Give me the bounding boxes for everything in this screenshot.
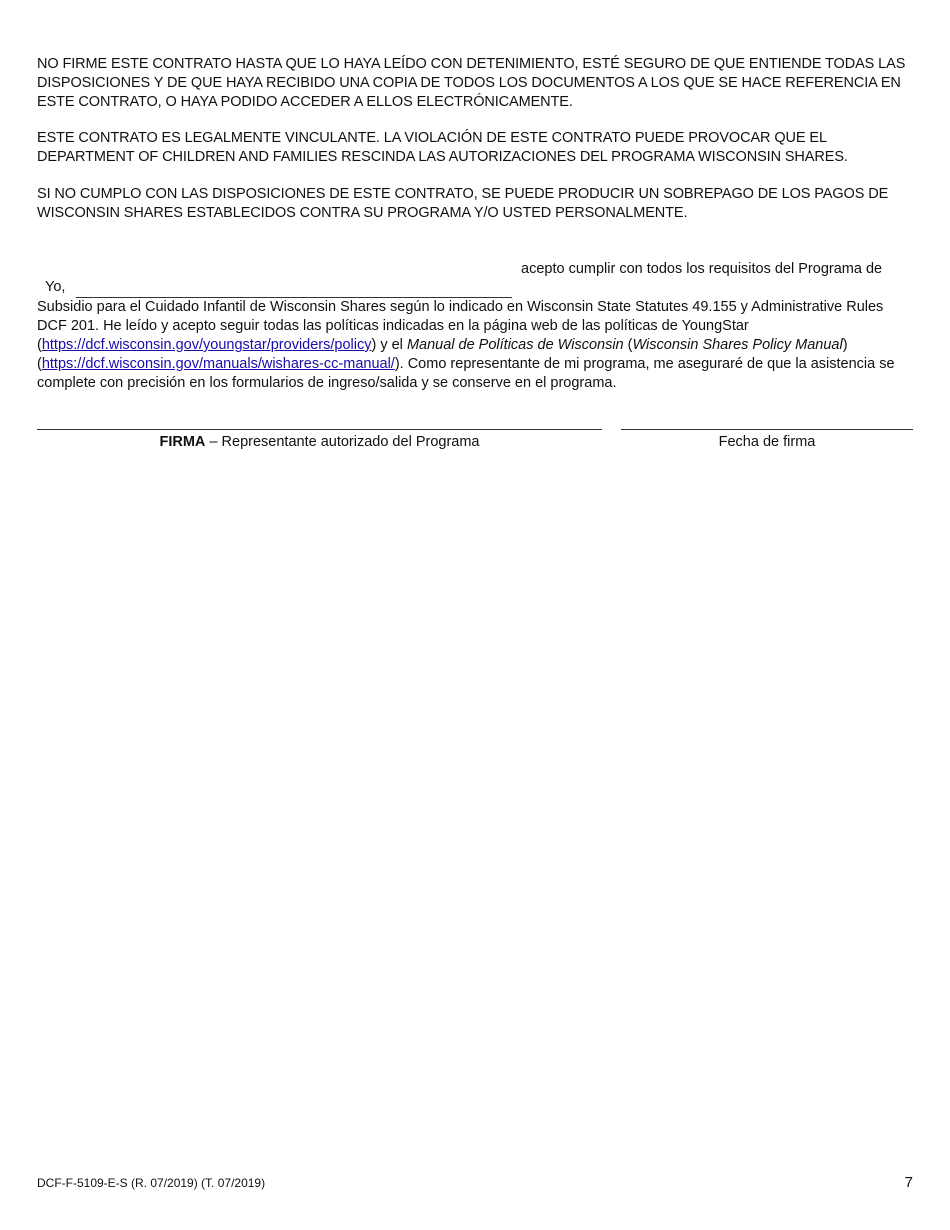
date-caption: Fecha de firma <box>718 434 816 450</box>
notice-read-carefully: NO FIRME ESTE CONTRATO HASTA QUE LO HAYA LEÍDO CON DETENIMIENTO, ESTÉ SEGURO DE QUE ENTIENDE TODAS LAS DISPOSICIONES Y DE QUE HAYA RECIBIDO UNA COPIA DE TODOS LOS DOCUMENTOS A LOS QUE SE HACE REFERENCIA EN ESTE CONTRATO, O HAYA PODIDO ACCEDER A ELLOS ELECTRÓNICAMENTE. <box>37 56 906 110</box>
notice-overpayment: SI NO CUMPLO CON LAS DISPOSICIONES DE ESTE CONTRATO, SE PUEDE PRODUCIR UN SOBREPAGO DE LOS PAGOS DE WISCONSIN SHARES ESTABLECIDOS CONTRA SU PROGRAMA Y/O USTED PERSONALMENTE. <box>37 186 889 221</box>
date-signed-line[interactable] <box>621 429 913 430</box>
page-number: 7 <box>904 1174 913 1191</box>
signature-caption: FIRMA – Representante autorizado del Programa <box>159 434 480 450</box>
form-id: DCF-F-5109-E-S (R. 07/2019) (T. 07/2019) <box>37 1176 266 1190</box>
manual-title-es: Manual de Políticas de Wisconsin <box>406 337 624 353</box>
wishares-manual-link[interactable]: https://dcf.wisconsin.gov/manuals/wishares-cc-manual/ <box>41 356 395 372</box>
manual-title-en: Wisconsin Shares Policy Manual <box>632 337 843 353</box>
signature-line[interactable] <box>37 429 602 430</box>
yo-label: Yo, <box>45 279 66 295</box>
acepto-text: acepto cumplir con todos los requisitos del Programa de <box>521 261 883 277</box>
agreement-text: Subsidio para el Cuidado Infantil de Wisconsin Shares según lo indicado en Wisconsin State Statutes 49.155 y Administrative Rules DCF 201. He leído y acepto seguir todas las políticas indicadas en la página web de las políticas de YoungStar (https://dcf.wisconsin.gov/youngstar/providers/policy) y el Manual de Políticas de Wisconsin (Wisconsin Shares Policy Manual) (https://dcf.wisconsin.gov/manuals/wishares-cc-manual/). Como representante de mi programa, me aseguraré de que la asistencia se complete con precisión en los formularios de ingreso/salida y se conserve en el programa. <box>37 299 895 391</box>
youngstar-policy-link[interactable]: https://dcf.wisconsin.gov/youngstar/providers/policy <box>41 337 372 353</box>
notice-legally-binding: ESTE CONTRATO ES LEGALMENTE VINCULANTE. LA VIOLACIÓN DE ESTE CONTRATO PUEDE PROVOCAR QUE EL DEPARTMENT OF CHILDREN AND FAMILIES RESCINDA LAS AUTORIZACIONES DEL PROGRAMA WISCONSIN SHARES. <box>37 130 848 165</box>
